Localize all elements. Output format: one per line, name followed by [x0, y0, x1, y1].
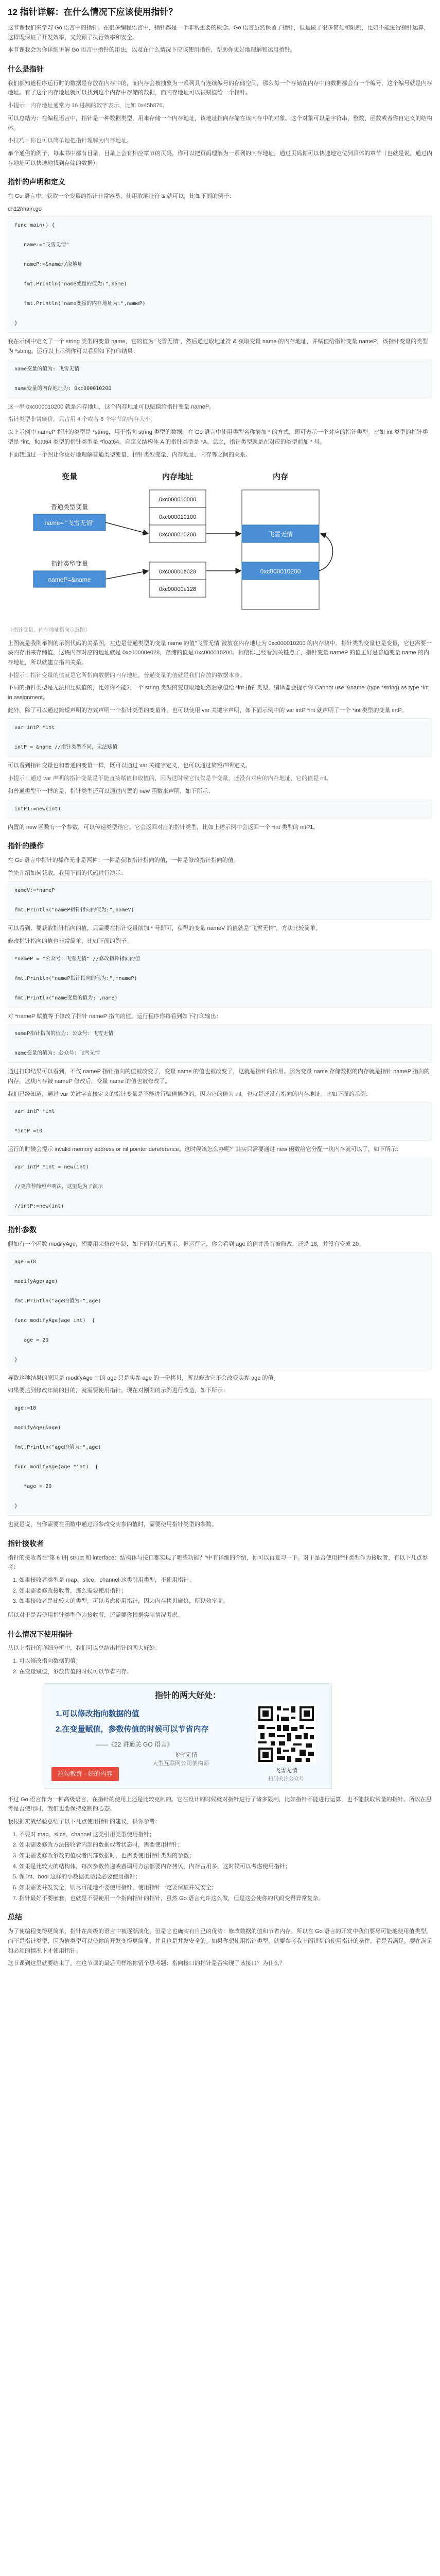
diagram-address: 0xc000010200: [159, 532, 197, 538]
output-block: name变量的值为: 飞雪无情 name变量的内存地址为: 0xc000010200: [8, 360, 432, 398]
paragraph: 对 *nameP 赋值等于修改了指针 nameP 指向的值。运行程序你将看到如下打印输出：: [8, 1013, 222, 1020]
paragraph: 和普通类型不一样的是，指针类型还可以通过内置的 new 函数来声明，如下所示：: [8, 788, 214, 794]
paragraph: 这节课到这里就要结束了，在这节课的最后同样给你留个思考题：指向接口的指针是否实现了该接口？为什么？: [8, 1960, 285, 1967]
section-heading: 总结: [8, 1913, 22, 1922]
diagram-address: 0xc000010100: [159, 514, 197, 521]
diagram-address: 0xc00000e028: [159, 569, 197, 575]
section-heading: 什么情况下使用指针: [8, 1630, 73, 1638]
paragraph: 不过 Go 语言作为一种高级语言，在指针的使用上还是比较克制的。它在设计的时候就对指针进行了诸多限制，比如指针不能进行运算，也不能获取常量的指针。所以在思考是否使用时，我们也要保持克制的心态。: [8, 1796, 432, 1812]
paragraph: 举个通俗的例子，每本书中都有目录，目录上会有相应章节的页码，你可以把页码理解为一系列的内存地址，通过页码你可以快速地定位到具体的章节（也就是说，通过内存地址可以快速地找到存储的数据）。: [8, 150, 432, 166]
tip: 小技巧：你也可以简单地把指针理解为内存地址。: [8, 138, 132, 144]
paragraph: 我根据实战经验总结了以下几点使用指针的建议，供你参考：: [8, 1818, 161, 1825]
promo-course: ——《22 讲通关 GO 语言》: [96, 1740, 173, 1748]
paragraph: 上图就是我刚举例的示例代码的关系图，左边是普通类型的变量 name 的值"飞雪无情"被放在内存地址为 0xc000010200 的内存块中。指针类型变量也是变量，它也需要一块内存用来存储值，这块内存对应的地址就是 0xc00000e028，存储的值是 0xc000010200。相信你已经看到关键点了，指针变量 nameP 的值正好是普通变量 name 的内存地址，所以就建立指向关系。: [8, 640, 432, 666]
diagram-pointer-var-value: nameP=&name: [48, 576, 91, 584]
paragraph: 不同的指针类型是无法相互赋值的，比如你不能对一个 string 类型的变量取地址然后赋值给 *int 指针类型，编译器会提示你 Cannot use '&name' (type *string) as type *int in assignment。: [8, 685, 429, 701]
paragraph: 从以上指针的详细分析中，我们可以总结出指针的两大好处：: [8, 1645, 161, 1652]
paragraph: 可以总结为：在编程语言中，指针是一种数据类型，用来存储一个内存地址，该地址指向存储在该内存中的对象。这个对象可以是字符串、整数、函数或者你自定义的结构体。: [8, 115, 432, 131]
paragraph: 下面我通过一个图让你更好地理解普通类型变量、指针类型变量、内存地址、内存等之间的关系。: [8, 451, 251, 458]
paragraph: 我们都知道程序运行时的数据是存放在内存中的，而内存会被抽象为一系列具有连续编号的存储空间，那么每一个存储在内存中的数据都会有一个编号，这个编号就是内存地址。有了这个内存地址就可以找到这个内存中存储的数据，而内存地址可以被赋值给一个指针。: [8, 80, 432, 96]
paragraph: 为了使编程变得更简单，指针在高级的语言中被逐渐淡化，但是它也确实有自己的优势：修改数据的值和节省内存。所以在 Go 语言的开发中我们要尽可能地使用值类型，而不是指针类型，因为值类型可以使你的开发变得更简单，并且也是并发安全的。如果你想使用指针类型，就要参考我上面讲到的使用指针的条件，看是否满足，要在满足和必须的情况下才使用指针。: [8, 1928, 432, 1954]
promo-point-2: 2.在变量赋值，参数传值的时候可以节省内存: [56, 1724, 209, 1734]
ordered-list: [8, 1830, 432, 1904]
intro-paragraph: 这节课我们来学习 Go 语言中的指针。在很多编程语言中，指针都是一个非常重要的概念。Go 语言虽然保留了指针，但是做了很多简化和限制，比如不能进行指针运算，这样既保证了开发效率，又兼顾了执行效率和安全。: [8, 24, 430, 41]
promo-author-name: 飞雪无情: [173, 1751, 198, 1758]
code-block: age:=18 modifyAge(&age) fmt.Println("age的值为:",age) func modifyAge(age *int) { *age = 20 }: [8, 1399, 432, 1516]
paragraph: 也就是说，当你需要在函数中通过形参改变实参的值时，需要使用指针类型的参数。: [8, 1521, 217, 1528]
diagram-address-list: [149, 490, 206, 597]
code-block: var intP *int intP = &name //指针类型不同，无法赋值: [8, 718, 432, 757]
paragraph: 我在示例中定义了一个 string 类型的变量 name，它的值为"飞雪无情"，然后通过取地址符 & 获取变量 name 的内存地址，并赋值给指针变量 nameP，该指针变量的类型为 *string。运行以上示例你可以看到如下打印结果：: [8, 338, 428, 355]
list-item: 2. 在变量赋值，参数传值的时候可以节省内存。: [19, 1667, 432, 1677]
article-title: 12 指针详解：在什么情况下应该使用指针？: [8, 7, 178, 17]
list-item: 1. 不要对 map、slice、channel 这类引用类型使用指针；: [19, 1830, 432, 1840]
promo-point-1: 1.可以修改指向数据的值: [56, 1709, 139, 1718]
diagram-memory-value: 飞雪无情: [268, 531, 293, 538]
tip: 小提示：内存地址通常为 16 进制的数字表示，比如 0x45b876。: [8, 103, 168, 109]
code-block: var intP *int = new(int) //更推荐简短声明法，这里是为了演示 //intP:=new(int): [8, 1158, 432, 1216]
promo-title: 指针的两大好处：: [154, 1691, 221, 1700]
diagram-arrow: [105, 571, 148, 579]
paragraph: 我们已经知道，通过 var 关键字直接定义的指针变量是不能进行赋值操作的，因为它的值为 nil，也就是还没有指向的内存地址。比如下面的示例：: [8, 1091, 372, 1097]
code-block: nameV:=*nameP fmt.Println("nameP指针指向的值为:",nameV): [8, 881, 432, 920]
promo-card: [44, 1683, 332, 1789]
diagram-address: 0xc000010000: [159, 497, 197, 503]
paragraph: 指针的接收者在"第 6 讲| struct 和 interface：结构体与接口都实现了哪些功能？"中有详细的介绍，你可以再复习一下。对于是否使用指针类型作为接收者，有以下几点参考：: [8, 1554, 428, 1571]
diagram-col-variable: 变量: [61, 472, 78, 482]
diagram-arrow: [319, 534, 333, 571]
code-block: age:=18 modifyAge(age) fmt.Println("age的值为:",age) func modifyAge(age int) { age = 20 }: [8, 1252, 432, 1369]
qr-code-icon: [256, 1704, 316, 1764]
list-item: 1. 如果接收者类型是 map、slice、channel 这类引用类型，不使用指针；: [19, 1575, 432, 1585]
tip: 小提示：通过 var 声明的指针变量是不能直接赋值和取值的，因为这时候它仅仅是个变量，还没有对应的内存地址，它的值是 nil。: [8, 775, 332, 782]
code-block: var intP *int *intP =10: [8, 1102, 432, 1141]
paragraph: 首先介绍如何获取，我用下面的代码进行演示：: [8, 870, 127, 876]
list-item: 6. 如果需要并发安全，则尽可能地不要使用指针，使用指针一定要保证并发安全；: [19, 1883, 432, 1893]
qr-name: 飞雪无情: [275, 1767, 297, 1774]
list-item: 3. 如果接收者是比较大的类型，可以考虑使用指针，因为内存拷贝廉价，所以效率高。: [19, 1597, 432, 1606]
code-block: *nameP = "公众号：飞雪无情" //修改指针指向的值 fmt.Println("nameP指针指向的值为:",*nameP) fmt.Println("name变量的值为:",name): [8, 950, 432, 1008]
ordered-list: [8, 1656, 432, 1676]
diagram-normal-var-label: 普通类型变量: [50, 503, 89, 511]
paragraph: 假如有一个函数 modifyAge，想要用来修改年龄，如下面的代码所示。但运行它，你会看到 age 的值并没有被修改，还是 18，并没有变成 20。: [8, 1241, 365, 1247]
paragraph: 导致这种结果的原因是 modifyAge 中的 age 只是实参 age 的一份拷贝，所以修改它不会改变实参 age 的值。: [8, 1375, 279, 1381]
figure-caption: （指针变量、内存地址指向示意图）: [8, 627, 90, 633]
diagram-arrow: [105, 522, 148, 534]
code-block: func main() { name:="飞雪无情" nameP:=&name//取地址 fmt.Println("name变量的值为:",name) fmt.Println("name变量的内存地址为:",nameP) }: [8, 216, 432, 333]
paragraph: 通过打印结果可以看到，不仅 nameP 指针指向的值被改变了，变量 name 的值也被改变了，这就是指针的作用。因为变量 name 存储数据的内存就是指针 nameP 指向的内存，这块内存被 nameP 修改后，变量 name 的值也被修改了。: [8, 1069, 430, 1085]
diagram-memory-box: [242, 490, 319, 609]
paragraph: 以上示例中 nameP 指针的类型是 *string，用于指向 string 类型的数据。在 Go 语言中使用类型名称前加 * 的方式，即可表示一个对应的指针类型。比如 int 类型的指针类型是 *int，float64 类型的指针类型是 *float64，自定义结构体 A 的指针类型是 *A。总之，指针类型就是在对应的类型前加 * 号。: [8, 429, 428, 445]
section-heading: 指针的声明和定义: [8, 178, 65, 187]
paragraph: 在 Go 语言中，获取一个变量的指针非常容易，使用取地址符 & 就可以，比如下面的例子：: [8, 193, 235, 200]
paragraph: 可以看到指针变量也和普通的变量一样，既可以通过 var 关键字定义，也可以通过简短声明定义。: [8, 762, 251, 769]
list-item: 5. 像 int、bool 这样的小数据类型没必要使用指针；: [19, 1872, 432, 1882]
promo-footer-badge: 拉勾教育 · 好的内容: [51, 1767, 119, 1781]
list-item: 7. 指针最好不要嵌套，也就是不要使用一个指向指针的指针，虽然 Go 语言允许这么做，但是这会使你的代码变得异常复杂。: [19, 1894, 432, 1904]
diagram-address: 0xc00000e128: [159, 586, 197, 593]
diagram-pointer-var-label: 指针类型变量: [50, 560, 89, 568]
paragraph: 内置的 new 函数有一个参数，可以传递类型给它。它会返回对应的指针类型，比如上述示例中会返回一个 *int 类型的 intP1。: [8, 824, 319, 831]
diagram-col-address: 内存地址: [162, 472, 193, 482]
qr-subtitle: 扫码关注公众号: [268, 1776, 304, 1782]
promo-author-title: 大型互联网公司架构师: [152, 1760, 209, 1767]
tip: 指针类型非常廉价，只占用 4 个或者 8 个字节的内存大小。: [8, 416, 156, 423]
paragraph: 所以对于是否使用指针类型作为接收者，还需要你根据实际情况考虑。: [8, 1612, 183, 1618]
paragraph: 在 Go 语言中指针的操作无非是两种：一种是获取指针指向的值，一种是修改指针指向的值。: [8, 857, 239, 863]
pointer-diagram: [23, 467, 342, 621]
paragraph: 这一串 0xc000010200 就是内存地址，这个内存地址可以赋值给指针变量 nameP。: [8, 403, 215, 410]
list-item: 2. 如果需要修改方法接收者内部的数据或者状态时，需要使用指针；: [19, 1840, 432, 1850]
paragraph: 运行的时候会提示 invalid memory address or nil pointer dereference。这时候该怎么办呢？其实只需要通过 new 函数给它分配一块内存就可以了，如下所示：: [8, 1146, 402, 1153]
list-item: 3. 如果需要修改参数的值或者内部数据时，也需要使用指针类型的参数；: [19, 1851, 432, 1861]
output-block: nameP指针指向的值为: 公众号：飞雪无情 name变量的值为: 公众号：飞雪无情: [8, 1024, 432, 1063]
ordered-list: [8, 1575, 432, 1606]
section-heading: 什么是指针: [8, 64, 44, 73]
paragraph: 此外，除了可以通过简短声明的方式声明一个指针类型的变量外，也可以使用 var 关键字声明，如下面示例中的 var intP *int 就声明了一个 *int 类型的变量 intP。: [8, 707, 408, 714]
list-item: 2. 如果需要修改接收者，那么需要使用指针；: [19, 1586, 432, 1596]
paragraph: 如果要达到修改年龄的目的，就需要使用指针，现在对刚刚的示例进行改造，如下所示：: [8, 1387, 228, 1394]
section-heading: 指针参数: [8, 1226, 37, 1234]
diagram-col-memory: 内存: [272, 472, 289, 482]
code-filename: ch12/main.go: [8, 206, 42, 212]
section-heading: 指针的操作: [8, 842, 44, 851]
tip: 小提示：指针变量的值就是它所指向数据的内存地址，普通变量的值就是我们存放的数据本身。: [8, 672, 245, 679]
diagram-memory-address-value: 0xc000010200: [260, 568, 301, 575]
paragraph: 修改指针指向的值也非常简单，比如下面的例子：: [8, 938, 132, 945]
list-item: 1. 可以修改指向数据的值；: [19, 1656, 432, 1666]
paragraph: 可以看到，要获取指针指向的值，只需要在指针变量前加 * 号即可，获得的变量 nameV 的值就是"飞雪无情"，方法比较简单。: [8, 925, 322, 932]
section-heading: 指针接收者: [8, 1539, 44, 1548]
list-item: 4. 如果是比较大的结构体，每次参数传递或者调用方法都要内存拷贝，内存占用多，这时候可以考虑使用指针；: [19, 1862, 432, 1872]
code-block: intP1:=new(int): [8, 800, 432, 819]
intro-paragraph: 本节课我会为你详细讲解 Go 语言中指针的用法，以及在什么情况下应该使用指针，帮助你更好地理解和运用指针。: [8, 47, 296, 54]
diagram-normal-var-value: name= "飞雪无情": [44, 519, 95, 527]
